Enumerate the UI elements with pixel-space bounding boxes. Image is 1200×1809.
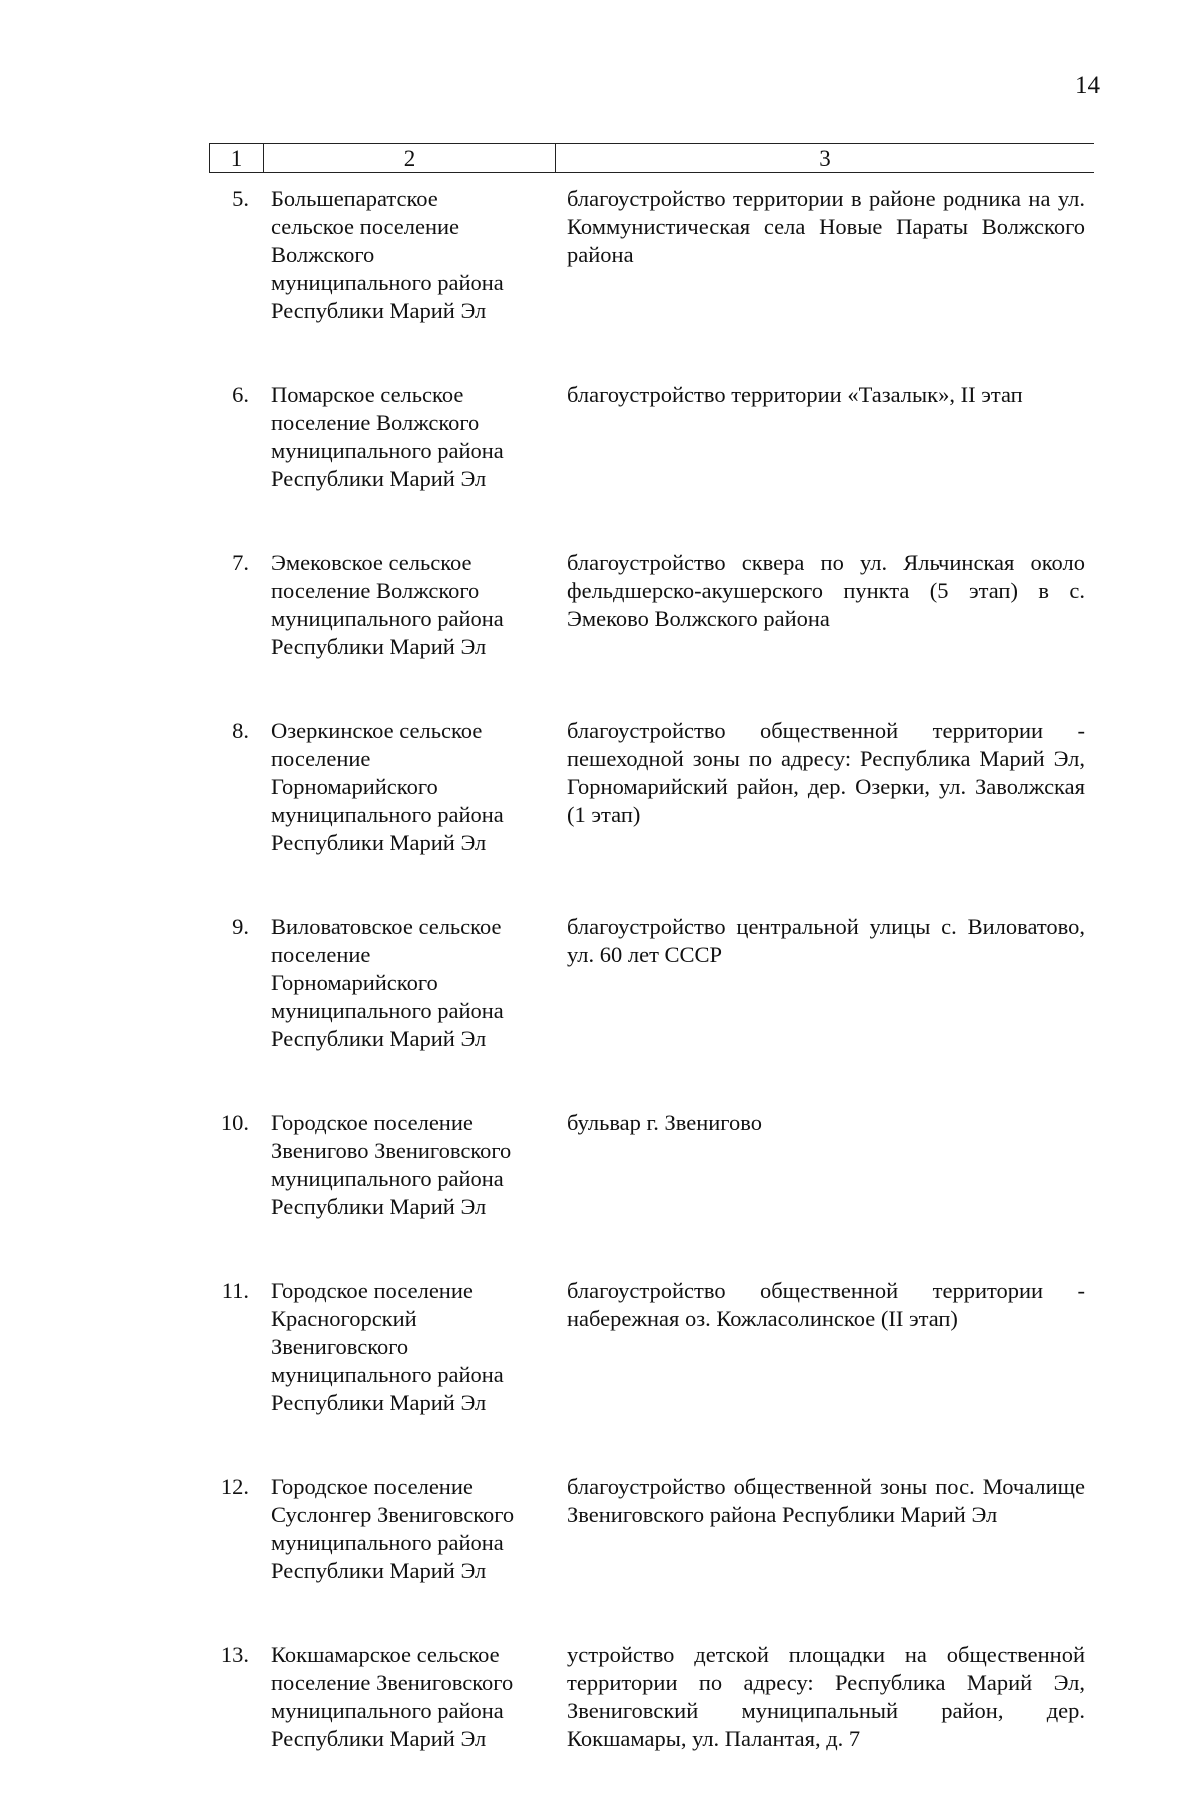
table-row bbox=[209, 549, 1094, 661]
settlement-name-line: Волжского bbox=[271, 242, 375, 267]
settlement-name-line: поселение bbox=[271, 942, 371, 967]
settlement-name bbox=[263, 1473, 555, 1585]
settlement-name-line: Горномарийского bbox=[271, 970, 438, 995]
settlement-name-line: муниципального района bbox=[271, 1698, 504, 1723]
project-description: благоустройство общественной территории - набережная оз. Кожласолинское (II этап) bbox=[567, 1278, 1085, 1331]
table-row bbox=[209, 1277, 1094, 1417]
settlement-name-line: Кокшамарское сельское bbox=[271, 1642, 500, 1667]
settlement-name bbox=[263, 381, 555, 493]
settlement-name bbox=[263, 1641, 555, 1753]
settlement-name-line: Республики Марий Эл bbox=[271, 830, 487, 855]
settlement-name-line: Республики Марий Эл bbox=[271, 634, 487, 659]
project-description: устройство детской площадки на общественной территории по адресу: Республика Марий Эл, Звениговский муниципальный район, дер. Кокшамары, ул. Палантая, д. 7 bbox=[567, 1642, 1085, 1751]
settlement-name-line: Горномарийского bbox=[271, 774, 438, 799]
settlement-name-line: Эмековское сельское bbox=[271, 550, 472, 575]
project-description: бульвар г. Звенигово bbox=[567, 1110, 762, 1135]
settlement-name bbox=[263, 913, 555, 1053]
table-row bbox=[209, 381, 1094, 493]
row-number: 8. bbox=[232, 718, 249, 743]
settlement-name-line: муниципального района bbox=[271, 1362, 504, 1387]
row-number: 12. bbox=[220, 1474, 249, 1499]
table-row bbox=[209, 1473, 1094, 1585]
settlement-name-line: Большепаратское bbox=[271, 186, 438, 211]
project-description: благоустройство центральной улицы с. Виловатово, ул. 60 лет СССР bbox=[567, 914, 1085, 967]
row-number: 10. bbox=[220, 1110, 249, 1135]
settlement-name-line: Городское поселение bbox=[271, 1278, 473, 1303]
row-number: 7. bbox=[232, 550, 249, 575]
settlement-name-line: Республики Марий Эл bbox=[271, 1558, 487, 1583]
settlement-name-line: Звениговского bbox=[271, 1334, 409, 1359]
settlement-name-line: Республики Марий Эл bbox=[271, 1390, 487, 1415]
table-row bbox=[209, 913, 1094, 1053]
settlement-name-line: сельское поселение bbox=[271, 214, 460, 239]
header-col-2: 2 bbox=[264, 144, 556, 172]
table-row bbox=[209, 185, 1094, 325]
row-number: 9. bbox=[232, 914, 249, 939]
settlement-name-line: Звенигово Звениговского bbox=[271, 1138, 512, 1163]
settlement-name bbox=[263, 1109, 555, 1221]
settlement-name-line: Республики Марий Эл bbox=[271, 1726, 487, 1751]
settlement-name-line: Красногорский bbox=[271, 1306, 417, 1331]
page-number: 14 bbox=[1075, 72, 1100, 99]
row-number: 6. bbox=[232, 382, 249, 407]
settlement-name-line: Городское поселение bbox=[271, 1474, 473, 1499]
table-row bbox=[209, 717, 1094, 857]
row-number: 11. bbox=[221, 1278, 249, 1303]
settlement-name bbox=[263, 549, 555, 661]
settlement-name-line: поселение Волжского bbox=[271, 410, 480, 435]
settlement-name-line: муниципального района bbox=[271, 802, 504, 827]
project-description: благоустройство территории «Тазалык», II этап bbox=[567, 382, 1023, 407]
settlement-name-line: Городское поселение bbox=[271, 1110, 473, 1135]
row-number: 13. bbox=[220, 1642, 249, 1667]
settlement-name bbox=[263, 717, 555, 857]
settlement-name-line: муниципального района bbox=[271, 606, 504, 631]
settlement-name-line: муниципального района bbox=[271, 998, 504, 1023]
project-description: благоустройство территории в районе родника на ул. Коммунистическая села Новые Параты Волжского района bbox=[567, 186, 1085, 267]
settlement-name bbox=[263, 1277, 555, 1417]
settlement-name-line: поселение Волжского bbox=[271, 578, 480, 603]
settlement-name-line: Республики Марий Эл bbox=[271, 298, 487, 323]
settlement-name-line: Помарское сельское bbox=[271, 382, 464, 407]
table-body bbox=[209, 185, 1094, 1809]
table-row bbox=[209, 1641, 1094, 1753]
table-header bbox=[209, 143, 1094, 173]
project-description: благоустройство общественной территории - пешеходной зоны по адресу: Республика Марий Эл, Горномарийский район, дер. Озерки, ул. Заволжская (1 этап) bbox=[567, 718, 1085, 827]
settlement-name-line: Республики Марий Эл bbox=[271, 1194, 487, 1219]
project-description: благоустройство сквера по ул. Яльчинская около фельдшерско-акушерского пункта (5 этап) в с. Эмеково Волжского района bbox=[567, 550, 1085, 631]
row-number: 5. bbox=[232, 186, 249, 211]
table-row bbox=[209, 1109, 1094, 1221]
settlement-name-line: Виловатовское сельское bbox=[271, 914, 502, 939]
settlement-name-line: муниципального района bbox=[271, 438, 504, 463]
settlement-name-line: Республики Марий Эл bbox=[271, 466, 487, 491]
settlement-name-line: Суслонгер Звениговского bbox=[271, 1502, 515, 1527]
settlement-name bbox=[263, 185, 555, 325]
settlement-name-line: поселение bbox=[271, 746, 371, 771]
header-col-1: 1 bbox=[210, 144, 264, 172]
settlement-name-line: поселение Звениговского bbox=[271, 1670, 514, 1695]
settlement-name-line: муниципального района bbox=[271, 270, 504, 295]
settlement-name-line: Озеркинское сельское bbox=[271, 718, 483, 743]
settlement-name-line: муниципального района bbox=[271, 1166, 504, 1191]
settlement-name-line: Республики Марий Эл bbox=[271, 1026, 487, 1051]
settlement-name-line: муниципального района bbox=[271, 1530, 504, 1555]
header-col-3: 3 bbox=[819, 145, 831, 171]
project-description: благоустройство общественной зоны пос. Мочалище Звениговского района Республики Марий Эл bbox=[567, 1474, 1085, 1527]
